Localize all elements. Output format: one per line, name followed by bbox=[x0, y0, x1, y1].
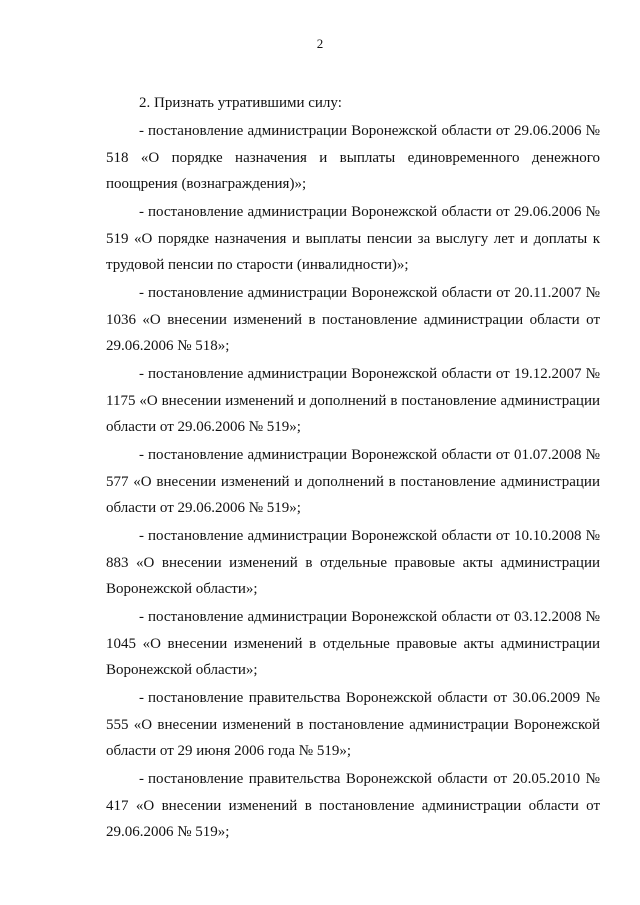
list-item bbox=[106, 523, 600, 603]
list-item bbox=[106, 118, 600, 198]
section-heading: 2. Признать утратившими силу: bbox=[139, 95, 342, 111]
list-item-text: постановление администрации Воронежской области от 03.12.2008 № 1045 «О внесении изменений в отдельные правовые акты администрации Воронежской области»; bbox=[106, 609, 600, 678]
list-marker: - bbox=[139, 285, 144, 301]
list-item bbox=[106, 199, 600, 279]
document-body bbox=[106, 90, 600, 847]
list-item-text: постановление администрации Воронежской области от 01.07.2008 № 577 «О внесении изменений и дополнений в постановление администрации области от 29.06.2006 № 519»; bbox=[106, 447, 600, 516]
list-item-text: постановление администрации Воронежской области от 19.12.2007 № 1175 «О внесении изменений и дополнений в постановление администрации области от 29.06.2006 № 519»; bbox=[106, 366, 600, 435]
list-marker: - bbox=[139, 771, 144, 787]
list-item bbox=[106, 766, 600, 846]
list-marker: - bbox=[139, 204, 144, 220]
list-marker: - bbox=[139, 690, 144, 706]
list-marker: - bbox=[139, 366, 144, 382]
list-item-text: постановление администрации Воронежской области от 10.10.2008 № 883 «О внесении изменений в отдельные правовые акты администрации Воронежской области»; bbox=[106, 528, 600, 597]
page-number: 2 bbox=[316, 36, 324, 51]
list-marker: - bbox=[139, 123, 144, 139]
list-item bbox=[106, 604, 600, 684]
list-item bbox=[106, 280, 600, 360]
list-item bbox=[106, 685, 600, 765]
list-item bbox=[106, 361, 600, 441]
list-item-text: постановление администрации Воронежской области от 29.06.2006 № 519 «О порядке назначения и выплаты пенсии за выслугу лет и доплаты к трудовой пенсии по старости (инвалидности)»; bbox=[106, 204, 600, 273]
list-marker: - bbox=[139, 609, 144, 625]
list-item-text: постановление администрации Воронежской области от 29.06.2006 № 518 «О порядке назначения и выплаты единовременного денежного поощрения (вознаграждения)»; bbox=[106, 123, 600, 192]
list-item-text: постановление правительства Воронежской области от 30.06.2009 № 555 «О внесении изменений в постановление администрации Воронежской области от 29 июня 2006 года № 519»; bbox=[106, 690, 600, 759]
list-item-text: постановление правительства Воронежской области от 20.05.2010 № 417 «О внесении изменений в постановление администрации области от 29.06.2006 № 519»; bbox=[106, 771, 600, 840]
list-marker: - bbox=[139, 528, 144, 544]
list-item bbox=[106, 442, 600, 522]
list-item-text: постановление администрации Воронежской области от 20.11.2007 № 1036 «О внесении изменений в постановление администрации области от 29.06.2006 № 518»; bbox=[106, 285, 600, 354]
list-marker: - bbox=[139, 447, 144, 463]
